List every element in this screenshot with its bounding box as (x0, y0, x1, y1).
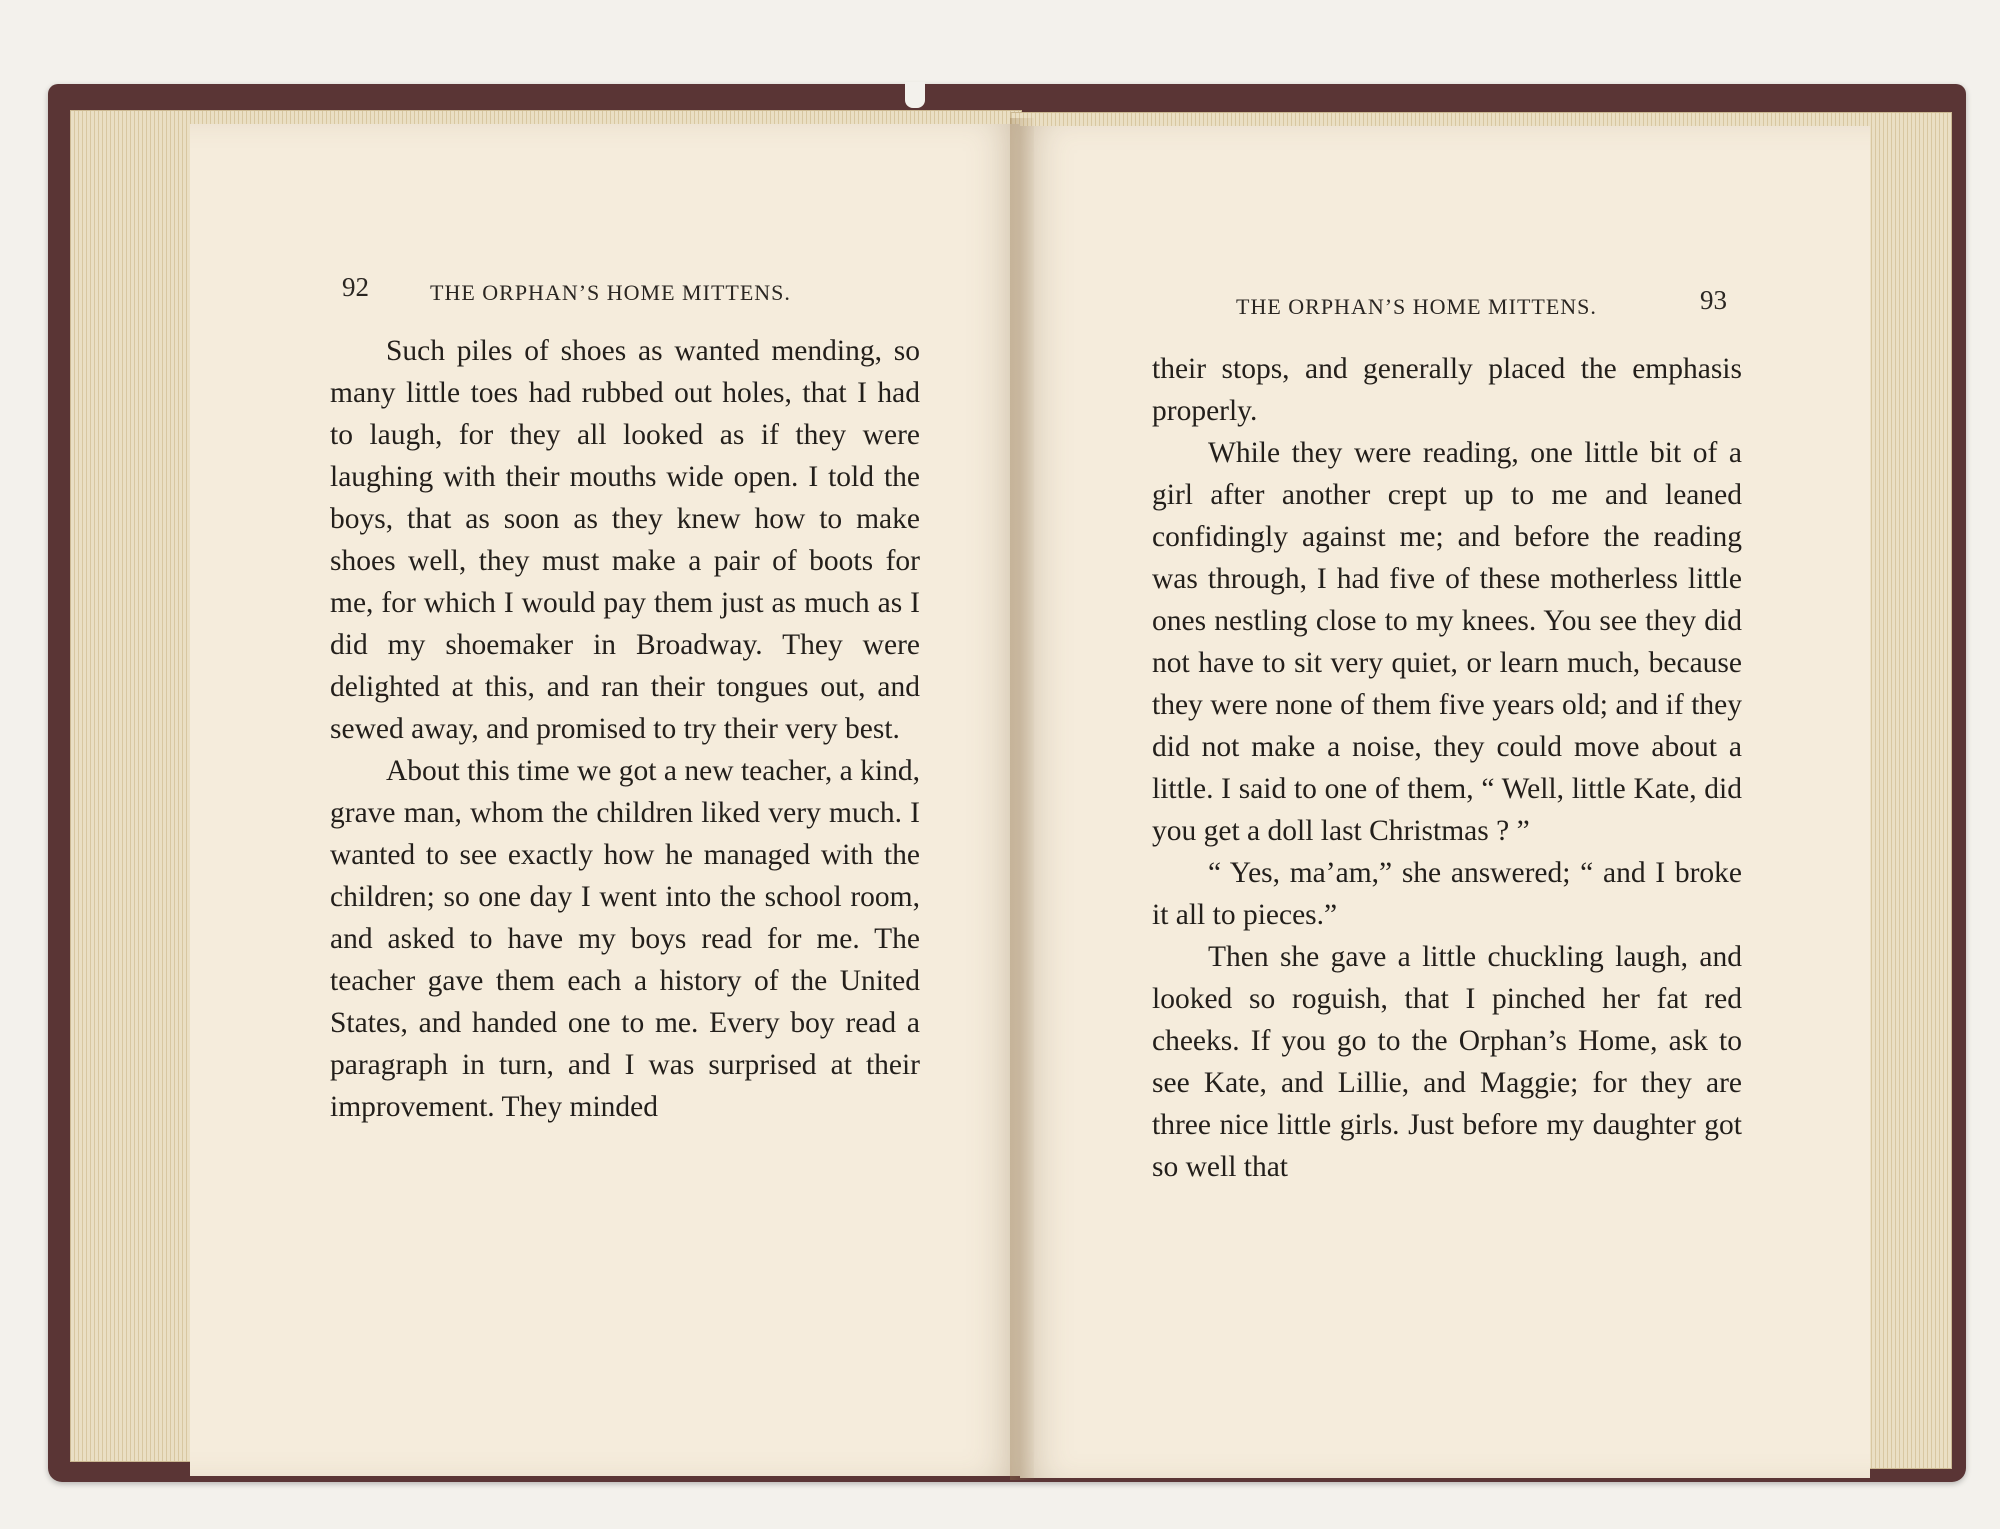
left-running-head: THE ORPHAN’S HOME MITTENS. (430, 280, 791, 305)
right-running-head: THE ORPHAN’S HOME MITTENS. (1236, 294, 1597, 319)
paragraph: Then she gave a little chuckling laugh, and looked so roguish, that I pinched her fat red cheeks. If you go to the Orphan’s Home, ask to see Kate, and Lillie, and Maggie; for they are three nice little girls. Just before my daughter got so well that (1152, 941, 1742, 1183)
left-page-number: 92 (342, 272, 369, 302)
left-page-body (330, 330, 920, 1128)
spine-notch (905, 82, 925, 108)
right-page-body (1152, 348, 1742, 1188)
book-gutter (1010, 118, 1034, 1480)
paragraph: About this time we got a new teacher, a kind, grave man, whom the children liked very much. I wanted to see exactly how he managed with the children; so one day I went into the school room, and asked to have my boys read for me. The teacher gave them each a history of the United States, and handed one to me. Every boy read a paragraph in turn, and I was surprised at their improvement. They minded (330, 755, 920, 1123)
right-page-number: 93 (1700, 285, 1727, 315)
paragraph: Such piles of shoes as wanted mending, so many little toes had rubbed out holes, that I had to laugh, for they all looked as if they were laughing with their mouths wide open. I told the boys, that as soon as they knew how to make shoes well, they must make a pair of boots for me, for which I would pay them just as much as I did my shoemaker in Broadway. They were delighted at this, and ran their tongues out, and sewed away, and promised to try their very best. (330, 335, 920, 745)
paragraph: “ Yes, ma’am,” she answered; “ and I broke it all to pieces.” (1152, 857, 1742, 931)
paragraph: their stops, and generally placed the emphasis properly. (1152, 353, 1742, 427)
paragraph: While they were reading, one little bit of a girl after another crept up to me and leaned confidingly against me; and before the reading was through, I had five of these motherless little ones nestling close to my knees. You see they did not have to sit very quiet, or learn much, because they were none of them five years old; and if they did not make a noise, they could move about a little. I said to one of them, “ Well, little Kate, did you get a doll last Christmas ? ” (1152, 437, 1742, 847)
